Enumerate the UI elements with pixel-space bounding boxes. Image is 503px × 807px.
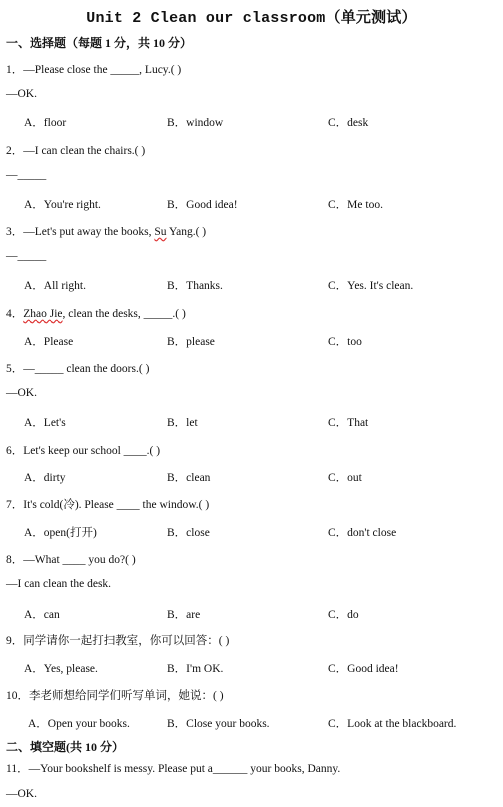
question-4-number: 4． [6, 308, 24, 320]
option-b[interactable]: B．clean [167, 472, 211, 484]
question-2-response: —_____ [6, 169, 47, 181]
option-c[interactable]: C．do [328, 609, 359, 621]
question-2: 2．—I can clean the chairs.( ) [6, 145, 146, 157]
question-10-options [0, 715, 503, 731]
question-3-response: —_____ [6, 250, 47, 262]
question-4-end: , clean the desks, _____.( ) [62, 308, 186, 320]
question-5: 5．—_____ clean the doors.( ) [6, 363, 150, 375]
question-7-options [0, 524, 503, 540]
question-6-options [0, 469, 503, 485]
option-a[interactable]: A．You're right. [24, 199, 101, 211]
option-a[interactable]: A．open(打开) [24, 527, 97, 539]
option-c[interactable]: C．too [328, 336, 362, 348]
option-a[interactable]: A．All right. [24, 280, 86, 292]
question-4 [6, 305, 186, 321]
option-c[interactable]: C．Look at the blackboard. [328, 718, 457, 730]
option-b[interactable]: B．are [167, 609, 201, 621]
option-c[interactable]: C．don't close [328, 527, 397, 539]
question-6: 6．Let's keep our school ____.( ) [6, 445, 161, 457]
question-1-options [0, 114, 503, 130]
option-a[interactable]: A．Yes, please. [24, 663, 98, 675]
question-7: 7．It's cold(冷). Please ____ the window.( ) [6, 499, 210, 511]
option-b[interactable]: B．I'm OK. [167, 663, 224, 675]
option-b[interactable]: B．window [167, 117, 224, 129]
question-4-name: Zhao Jie [23, 308, 63, 320]
section-heading-choice: 一、选择题（每题 1 分，共 10 分） [6, 36, 193, 50]
question-2-options [0, 196, 503, 212]
option-a[interactable]: A．floor [24, 117, 67, 129]
option-b[interactable]: B．please [167, 336, 215, 348]
question-8: 8．—What ____ you do?( ) [6, 554, 136, 566]
question-9-options [0, 660, 503, 676]
option-a[interactable]: A．dirty [24, 472, 66, 484]
section-heading-fill: 二、填空题(共 10 分） [6, 740, 124, 754]
option-b[interactable]: B．Close your books. [167, 718, 270, 730]
option-b[interactable]: B．Good idea! [167, 199, 238, 211]
page-title: Unit 2 Clean our classroom（单元测试） [86, 10, 417, 27]
question-1: 1．—Please close the _____, Lucy.( ) [6, 64, 182, 76]
option-a[interactable]: A．Let's [24, 417, 66, 429]
option-c[interactable]: C．Me too. [328, 199, 383, 211]
option-c[interactable]: C．desk [328, 117, 369, 129]
question-3-end: Yang.( ) [166, 226, 207, 238]
option-a[interactable]: A．can [24, 609, 60, 621]
option-c[interactable]: C．Good idea! [328, 663, 399, 675]
option-c[interactable]: C．out [328, 472, 362, 484]
question-1-response: —OK. [6, 88, 37, 100]
question-3-start: 3．—Let's put away the books, [6, 226, 155, 238]
question-3-name: Su [154, 226, 167, 238]
question-10: 10．李老师想给同学们听写单词，她说：( ) [6, 690, 224, 702]
question-8-response: —I can clean the desk. [6, 578, 112, 590]
option-c[interactable]: C．That [328, 417, 369, 429]
question-11: 11．—Your bookshelf is messy. Please put a______ your books, Danny. [6, 763, 341, 775]
option-a[interactable]: A．Please [24, 336, 74, 348]
question-8-options [0, 606, 503, 622]
option-b[interactable]: B．Thanks. [167, 280, 223, 292]
question-5-options [0, 414, 503, 430]
option-c[interactable]: C．Yes. It's clean. [328, 280, 414, 292]
question-9: 9．同学请你一起打扫教室，你可以回答：( ) [6, 635, 230, 647]
question-11-response: —OK. [6, 788, 37, 800]
option-b[interactable]: B．close [167, 527, 210, 539]
option-b[interactable]: B．let [167, 417, 198, 429]
question-3-options [0, 277, 503, 293]
option-a[interactable]: A．Open your books. [28, 718, 130, 730]
question-4-options [0, 333, 503, 349]
question-3 [6, 223, 206, 239]
question-5-response: —OK. [6, 387, 37, 399]
